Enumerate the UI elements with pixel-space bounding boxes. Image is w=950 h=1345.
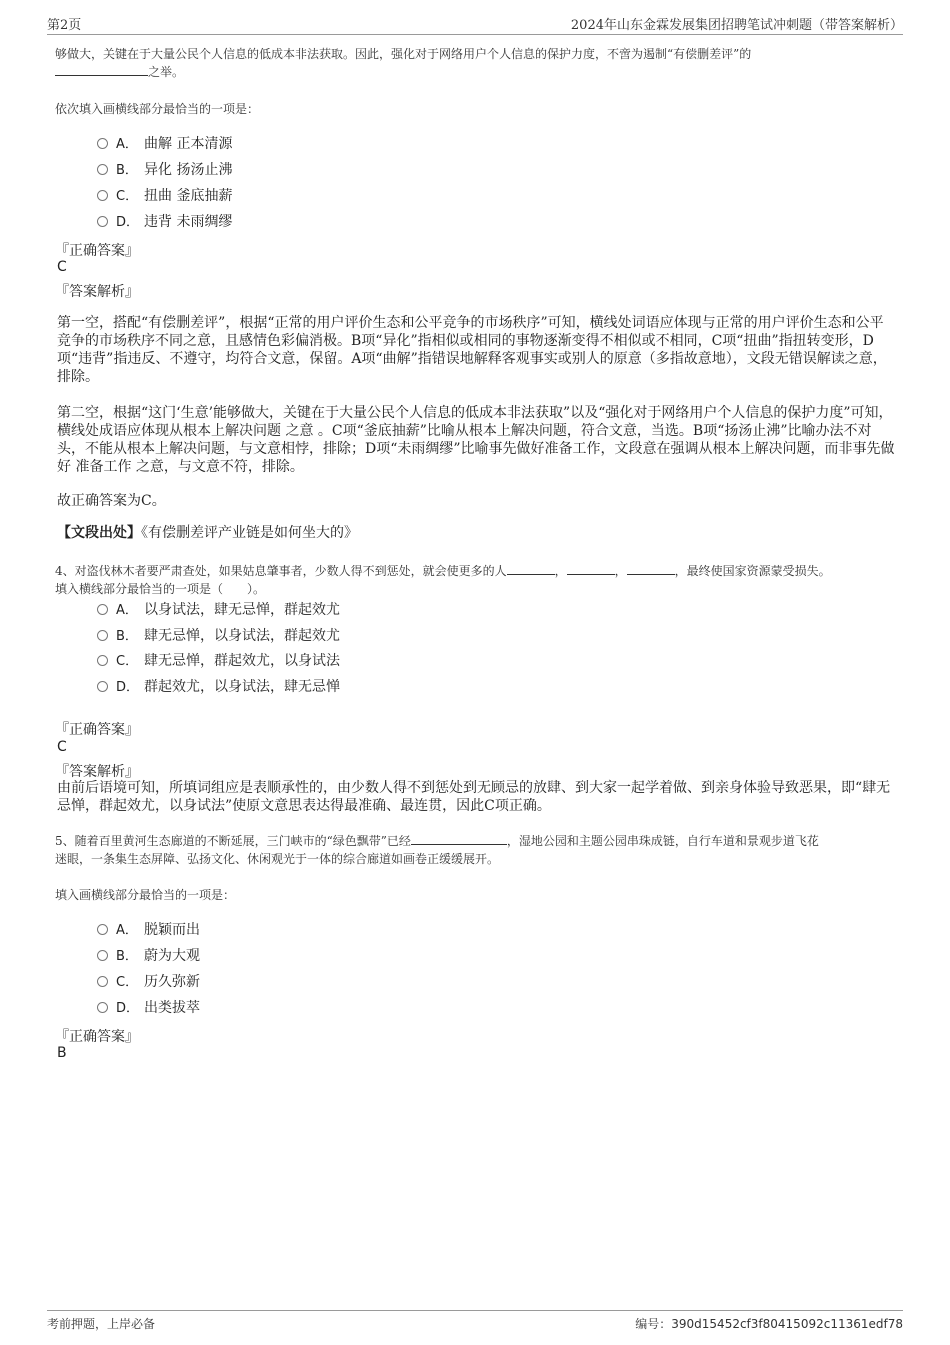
q3-option-c[interactable]: C． 扭曲 釜底抽薪 [97,186,232,206]
page-footer [47,1310,903,1335]
q4-option-a[interactable]: A． 以身试法，肆无忌惮，群起效尤 [97,600,340,620]
q4-answer-label: 『正确答案』 [55,722,139,738]
radio-icon[interactable] [97,655,108,666]
blank [567,562,615,575]
q3-answer: C [57,259,67,275]
q5-option-d[interactable]: D． 出类拔萃 [97,998,200,1018]
q4-stem [55,562,915,598]
radio-icon[interactable] [97,164,108,175]
q3-answer-label: 『正确答案』 [55,243,139,259]
radio-icon[interactable] [97,216,108,227]
blank [411,832,507,845]
q3-option-b[interactable]: B． 异化 扬汤止沸 [97,160,232,180]
q3-conclusion: 故正确答案为C。 [57,493,166,509]
q3-analysis-paragraph-2: 第二空，根据“这门‘生意’能够做大，关键在于大量公民个人信息的低成本非法获取”以及“强化对于网络用户个人信息的保护力度”可知，横线处成语应体现从根本上解决问题 之意 。C项“釜底抽薪”比喻从根本上解决问题，符合文意，当选。B项“扬汤止沸”比喻办法不对头，不能从根本上解决问题，与文意相悖，排除；D项“未雨绸缪”比喻事先做好准备工作，文段意在强调从根本上解决问题，而非事先做好 准备工作 之意，与文意不符，排除。 [57,405,895,475]
q3-context [55,45,905,81]
q3-option-d[interactable]: D． 违背 未雨绸缪 [97,212,232,232]
radio-icon[interactable] [97,976,108,987]
q5-stem-line1: 5、随着百里黄河生态廊道的不断延展，三门峡市的“绿色飘带”已经 ，湿地公园和主题公园串珠成链，自行车道和景观步道飞花 [55,834,819,848]
q4-analysis-label: 『答案解析』 [55,764,139,780]
blank [55,63,148,76]
q3-context-line2: 之举。 [55,63,905,81]
q4-stem-line1: 4、对盗伐林木者要严肃查处，如果姑息肇事者，少数人得不到惩处，就会使更多的人 ， ， ，最终使国家资源蒙受损失。 [55,564,831,578]
q5-option-b[interactable]: B． 蔚为大观 [97,946,200,966]
q3-prompt: 依次填入画横线部分最恰当的一项是： [55,102,260,116]
radio-icon[interactable] [97,190,108,201]
radio-icon[interactable] [97,630,108,641]
q5-stem-line2: 迷眼，一条集生态屏障、弘扬文化、休闲观光于一体的综合廊道如画卷正缓缓展开。 [55,852,500,866]
q5-prompt: 填入画横线部分最恰当的一项是： [55,888,236,902]
q5-stem [55,832,915,868]
q4-analysis: 由前后语境可知，所填词组应是表顺承性的，由少数人得不到惩处到无顾忌的放肆、到大家一起学着做、到亲身体验导致恶果，即“肆无忌惮，群起效尤，以身试法”使原文意思表达得最准确、最连贯，因此C项正确。 [57,780,891,814]
document-title: 2024年山东金霖发展集团招聘笔试冲刺题（带答案解析） [570,18,903,33]
q3-analysis-label: 『答案解析』 [55,284,139,300]
q4-option-c[interactable]: C． 肆无忌惮，群起效尤，以身试法 [97,651,340,671]
q3-source: 【文段出处】《有偿删差评产业链是如何坐大的》 [57,525,358,541]
q4-stem-line2: 填入横线部分最恰当的一项是（ ）。 [55,582,266,596]
document-code: 编号：390d15452cf3f80415092c11361edf78 [635,1317,903,1331]
radio-icon[interactable] [97,681,108,692]
page-header [47,14,903,35]
q4-answer: C [57,739,67,755]
q4-option-d[interactable]: D． 群起效尤，以身试法，肆无忌惮 [97,677,340,697]
q5-option-a[interactable]: A． 脱颖而出 [97,920,200,940]
page-number: 第2页 [47,18,82,33]
q4-option-b[interactable]: B． 肆无忌惮，以身试法，群起效尤 [97,626,340,646]
radio-icon[interactable] [97,604,108,615]
radio-icon[interactable] [97,950,108,961]
radio-icon[interactable] [97,1002,108,1013]
radio-icon[interactable] [97,138,108,149]
footer-slogan: 考前押题，上岸必备 [47,1317,156,1331]
q5-option-c[interactable]: C． 历久弥新 [97,972,200,992]
q3-context-line1: 够做大，关键在于大量公民个人信息的低成本非法获取。因此，强化对于网络用户个人信息的保护力度，不啻为遏制“有偿删差评”的 [55,47,752,61]
q3-option-a[interactable]: A． 曲解 正本清源 [97,134,232,154]
q5-answer-label: 『正确答案』 [55,1029,139,1045]
blank [507,562,555,575]
q5-answer: B [57,1045,67,1061]
blank [627,562,675,575]
q3-analysis-paragraph-1: 第一空，搭配“有偿删差评”，根据“正常的用户评价生态和公平竞争的市场秩序”可知，横线处词语应体现与正常的用户评价生态和公平竞争的市场秩序不同之意，且感情色彩偏消极。B项“异化”指相似或相同的事物逐渐变得不相似或不相同，C项“扭曲”指扭转变形，D项“违背”指违反、不遵守，均符合文意，保留。A项“曲解”指错误地解释客观事实或别人的原意（多指故意地），文段无错误解读之意，排除。 [57,315,887,385]
radio-icon[interactable] [97,924,108,935]
